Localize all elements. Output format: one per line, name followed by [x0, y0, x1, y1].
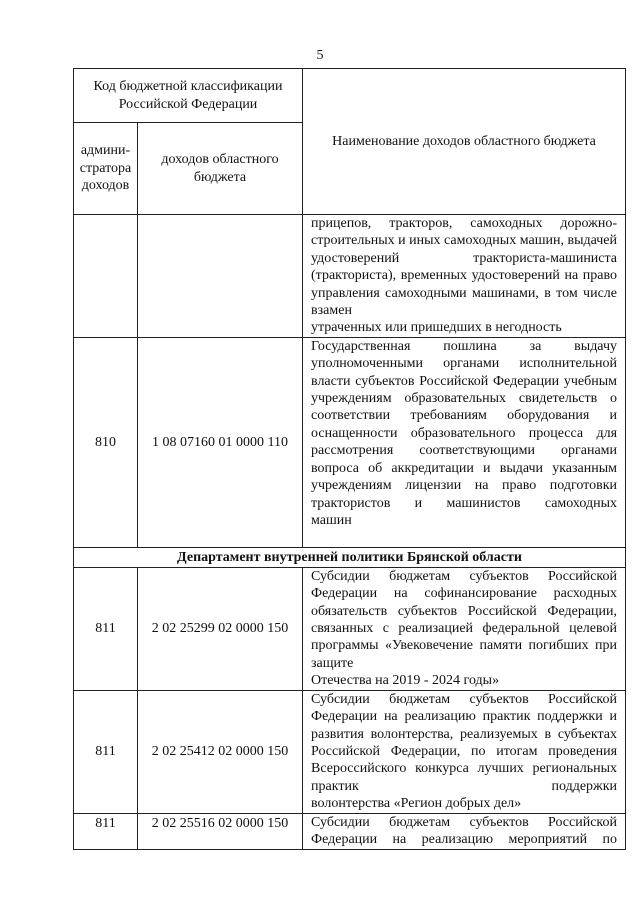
income-name-text: Субсидии бюджетам субъектов Российской Федерации на реализацию мероприятий по	[311, 814, 618, 848]
kbk-code-cell: 2 02 25516 02 0000 150	[138, 813, 303, 849]
kbk-code-cell: 1 08 07160 01 0000 110	[138, 337, 303, 547]
admin-code-cell: 811	[74, 813, 138, 849]
budget-classification-table	[73, 68, 626, 850]
admin-code-cell: 810	[74, 337, 138, 547]
income-name-last-line: волонтерства «Регион добрых дел»	[311, 796, 522, 812]
income-name-text: прицепов, тракторов, самоходных дорожно-строительных и иных самоходных машин, выдачей удостоверений тракториста-машиниста (тракториста), временных удостоверений на право управления самоходными машинами, в том числе взамен	[311, 216, 618, 319]
income-name-cell	[303, 813, 626, 849]
income-name-cell	[303, 215, 626, 338]
department-row	[74, 547, 626, 567]
income-name-last-line: Отечества на 2019 - 2024 годы»	[311, 673, 500, 689]
kbk-code-cell: 2 02 25299 02 0000 150	[138, 567, 303, 690]
income-name-last-line: утраченных или пришедших в негодность	[311, 320, 562, 336]
table-row	[74, 813, 626, 849]
page-number: 5	[316, 48, 324, 63]
table-row	[74, 337, 626, 547]
income-name-cell	[303, 567, 626, 690]
department-title: Департамент внутренней политики Брянской области	[74, 547, 626, 567]
income-name-cell	[303, 690, 626, 813]
table-row	[74, 690, 626, 813]
income-name-text: Субсидии бюджетам субъектов Российской Федерации на реализацию практик поддержки и развития волонтерства, реализуемых в субъектах Российской Федерации, по итогам проведения Всероссийского конкурса лучших региональных практик поддержки	[311, 691, 618, 794]
table-row	[74, 567, 626, 690]
income-name-last-line: машин	[311, 512, 352, 528]
income-name-text: Субсидии бюджетам субъектов Российской Федерации на софинансирование расходных обязательств субъектов Российской Федерации, связанных с реализацией федеральной целевой программы «Увековечение памяти погибших при защите	[311, 568, 618, 671]
income-name-text: Государственная пошлина за выдачу уполномоченными органами исполнительной власти субъектов Российской Федерации учебным учреждениям образовательных свидетельств о соответствии требованиям оборудования и оснащенности образовательного процесса для рассмотрения соответствующими органами вопроса об аккредитации и выдачи указанным учреждениям лицензии на право подготовки трактористов и машинистов самоходных	[311, 338, 618, 511]
table-row	[74, 215, 626, 338]
admin-code-cell: 811	[74, 567, 138, 690]
admin-code-cell	[74, 215, 138, 338]
name-column-header: Наименование доходов областного бюджета	[303, 69, 626, 215]
admin-column-header: админи-стратора доходов	[74, 123, 138, 215]
kbk-header: Код бюджетной классификации Российской Федерации	[74, 69, 303, 123]
kbk-code-cell	[138, 215, 303, 338]
income-name-cell	[303, 337, 626, 547]
admin-code-cell: 811	[74, 690, 138, 813]
income-column-header: доходов областного бюджета	[138, 123, 303, 215]
kbk-code-cell: 2 02 25412 02 0000 150	[138, 690, 303, 813]
